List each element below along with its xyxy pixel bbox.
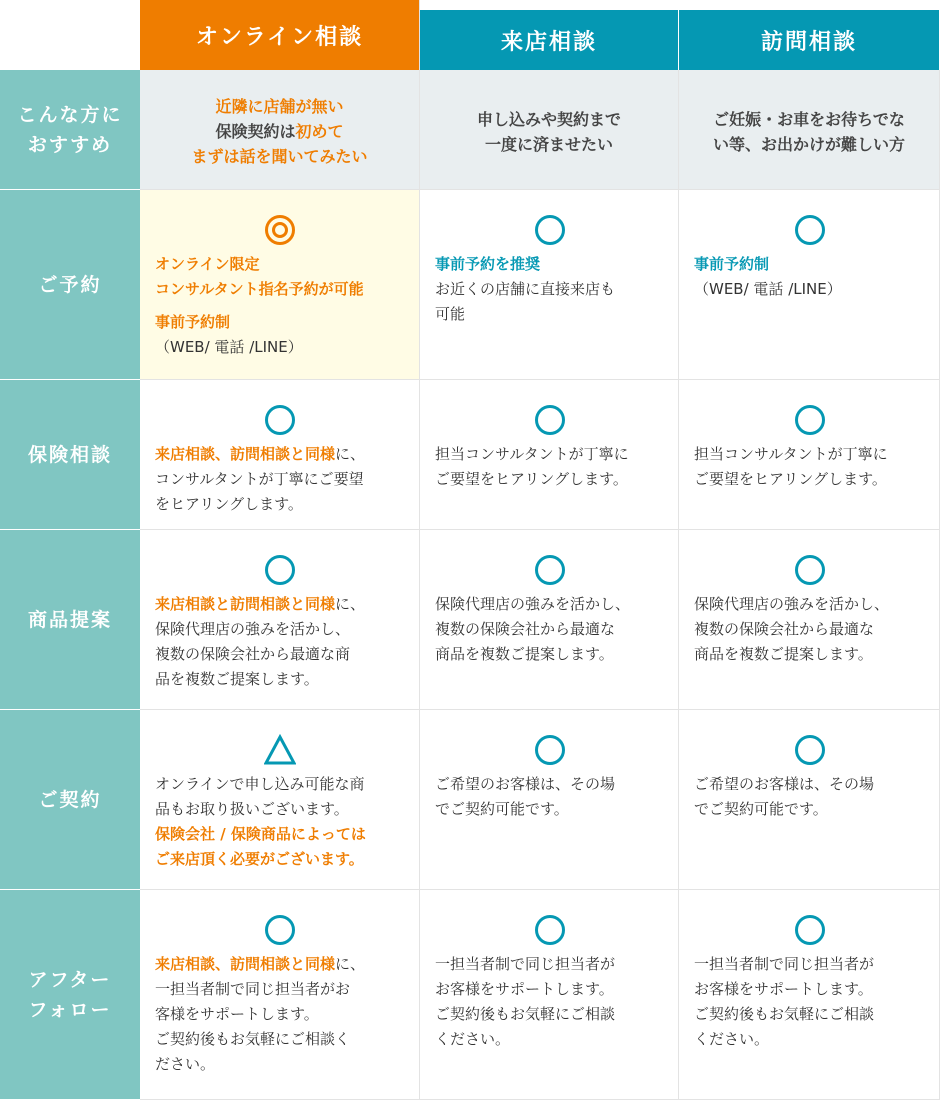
- row-header-label: おすすめ: [27, 133, 113, 156]
- aftercare-visit: [679, 890, 940, 1100]
- recommend-line: 一度に済ませたい: [484, 134, 613, 154]
- circle-icon: [534, 214, 566, 246]
- reservation-text: （WEB/ 電話 /LINE）: [694, 280, 842, 298]
- aftercare-text: ださい。: [155, 1055, 216, 1073]
- circle-icon: [534, 554, 566, 586]
- recommend-text: 保険契約は: [215, 122, 296, 141]
- row-header-consultation: 保険相談: [0, 380, 140, 530]
- contract-visit: [679, 710, 940, 890]
- proposal-suffix: に、: [335, 595, 366, 613]
- contract-text: でご契約可能です。: [435, 800, 569, 818]
- circle-icon: [264, 404, 296, 436]
- proposal-highlight: 来店相談と訪問相談と同様: [155, 595, 336, 613]
- reservation-text: （WEB/ 電話 /LINE）: [155, 338, 303, 356]
- header-visit-consultation: 訪問相談: [679, 10, 940, 70]
- contract-highlight: 保険会社 / 保険商品によっては: [155, 825, 366, 843]
- proposal-online: [140, 530, 420, 710]
- reservation-highlight: 事前予約を推奨: [435, 255, 541, 273]
- consult-visit: [679, 380, 940, 530]
- circle-icon: [794, 914, 826, 946]
- aftercare-text: 一担当者制で同じ担当者が: [435, 955, 616, 973]
- recommend-line: [191, 119, 367, 144]
- aftercare-lead: [155, 952, 405, 977]
- header-online-consultation: オンライン相談: [140, 0, 420, 70]
- contract-text: ご希望のお客様は、その場: [435, 775, 616, 793]
- aftercare-text: 一担当者制で同じ担当者が: [694, 955, 875, 973]
- table-corner: [0, 0, 140, 70]
- consult-suffix: に、: [335, 445, 366, 463]
- recommend-line: ご妊娠・お車をお待ちでな: [713, 109, 905, 129]
- consult-text: コンサルタントが丁寧にご要望: [155, 470, 364, 488]
- circle-icon: [264, 554, 296, 586]
- circle-icon: [794, 404, 826, 436]
- reservation-text: 可能: [435, 305, 466, 323]
- row-header-label: こんな方に: [17, 103, 123, 126]
- row-header-contract: ご契約: [0, 710, 140, 890]
- row-header-label: アフター: [28, 968, 112, 991]
- proposal-text: 保険代理店の強みを活かし、: [155, 620, 351, 638]
- consult-text: 担当コンサルタントが丁寧に: [435, 445, 629, 463]
- proposal-text: 保険代理店の強みを活かし、: [435, 595, 631, 613]
- consult-lead: [155, 442, 405, 467]
- circle-icon: [534, 404, 566, 436]
- reservation-highlight: オンライン限定: [155, 255, 260, 273]
- reservation-sub-highlight: 事前予約制: [155, 313, 231, 331]
- contract-store: [420, 710, 679, 890]
- consult-store: [420, 380, 679, 530]
- proposal-store: [420, 530, 679, 710]
- consult-text: ご要望をヒアリングします。: [694, 470, 887, 488]
- reservation-visit: [679, 190, 940, 380]
- aftercare-text: ご契約後もお気軽にご相談: [694, 1005, 875, 1023]
- contract-online: [140, 710, 420, 890]
- aftercare-text: ご契約後もお気軽にご相談く: [155, 1030, 351, 1048]
- aftercare-text: 一担当者制で同じ担当者がお: [155, 980, 351, 998]
- row-header-aftercare: [0, 890, 140, 1100]
- triangle-icon: [264, 734, 296, 766]
- consult-text: ご要望をヒアリングします。: [435, 470, 628, 488]
- recommend-line: い等、お出かけが難しい方: [712, 134, 905, 154]
- consult-online: [140, 380, 420, 530]
- row-header-reservation: ご予約: [0, 190, 140, 380]
- aftercare-highlight: 来店相談、訪問相談と同様: [155, 955, 336, 973]
- row-header-recommend: [0, 70, 140, 190]
- recommend-online: [140, 70, 420, 190]
- aftercare-text: お客様をサポートします。: [694, 980, 873, 998]
- contract-text: でご契約可能です。: [694, 800, 828, 818]
- aftercare-online: [140, 890, 420, 1100]
- contract-text: オンラインで申し込み可能な商: [155, 775, 365, 793]
- aftercare-text: ください。: [435, 1030, 511, 1048]
- proposal-text: 複数の保険会社から最適な: [694, 620, 875, 638]
- reservation-highlight: コンサルタント指名予約が可能: [155, 280, 364, 298]
- consult-text: をヒアリングします。: [155, 495, 303, 513]
- reservation-text: お近くの店舗に直接来店も: [435, 280, 616, 298]
- contract-text: 品もお取り扱いございます。: [155, 800, 349, 818]
- circle-icon: [794, 734, 826, 766]
- row-header-label: フォロー: [28, 998, 112, 1021]
- circle-icon: [534, 914, 566, 946]
- proposal-text: 保険代理店の強みを活かし、: [694, 595, 890, 613]
- proposal-lead: [155, 592, 405, 617]
- proposal-text: 複数の保険会社から最適な商: [155, 645, 351, 663]
- circle-icon: [794, 554, 826, 586]
- header-store-consultation: 来店相談: [420, 10, 679, 70]
- contract-text: ご希望のお客様は、その場: [694, 775, 875, 793]
- reservation-online: [140, 190, 420, 380]
- reservation-highlight: 事前予約制: [694, 255, 770, 273]
- recommend-line: まずは話を聞いてみたい: [191, 147, 368, 166]
- proposal-text: 品を複数ご提案します。: [155, 670, 319, 688]
- recommend-highlight: 初めて: [295, 122, 344, 141]
- circle-icon: [534, 734, 566, 766]
- recommend-store: [420, 70, 679, 190]
- consult-text: 担当コンサルタントが丁寧に: [694, 445, 888, 463]
- circle-icon: [264, 914, 296, 946]
- circle-icon: [794, 214, 826, 246]
- proposal-text: 複数の保険会社から最適な: [435, 620, 616, 638]
- aftercare-text: ご契約後もお気軽にご相談: [435, 1005, 616, 1023]
- aftercare-text: ください。: [694, 1030, 770, 1048]
- aftercare-store: [420, 890, 679, 1100]
- reservation-store: [420, 190, 679, 380]
- recommend-line: 申し込みや契約まで: [476, 109, 621, 129]
- proposal-text: 商品を複数ご提案します。: [435, 645, 614, 663]
- recommend-line: 近隣に店舗が無い: [215, 97, 344, 116]
- aftercare-text: 客様をサポートします。: [155, 1005, 319, 1023]
- contract-highlight: ご来店頂く必要がございます。: [155, 850, 364, 868]
- double-circle-icon: [264, 214, 296, 246]
- recommend-visit: [679, 70, 940, 190]
- aftercare-text: お客様をサポートします。: [435, 980, 614, 998]
- row-header-proposal: 商品提案: [0, 530, 140, 710]
- aftercare-suffix: に、: [335, 955, 366, 973]
- consult-highlight: 来店相談、訪問相談と同様: [155, 445, 336, 463]
- proposal-visit: [679, 530, 940, 710]
- proposal-text: 商品を複数ご提案します。: [694, 645, 873, 663]
